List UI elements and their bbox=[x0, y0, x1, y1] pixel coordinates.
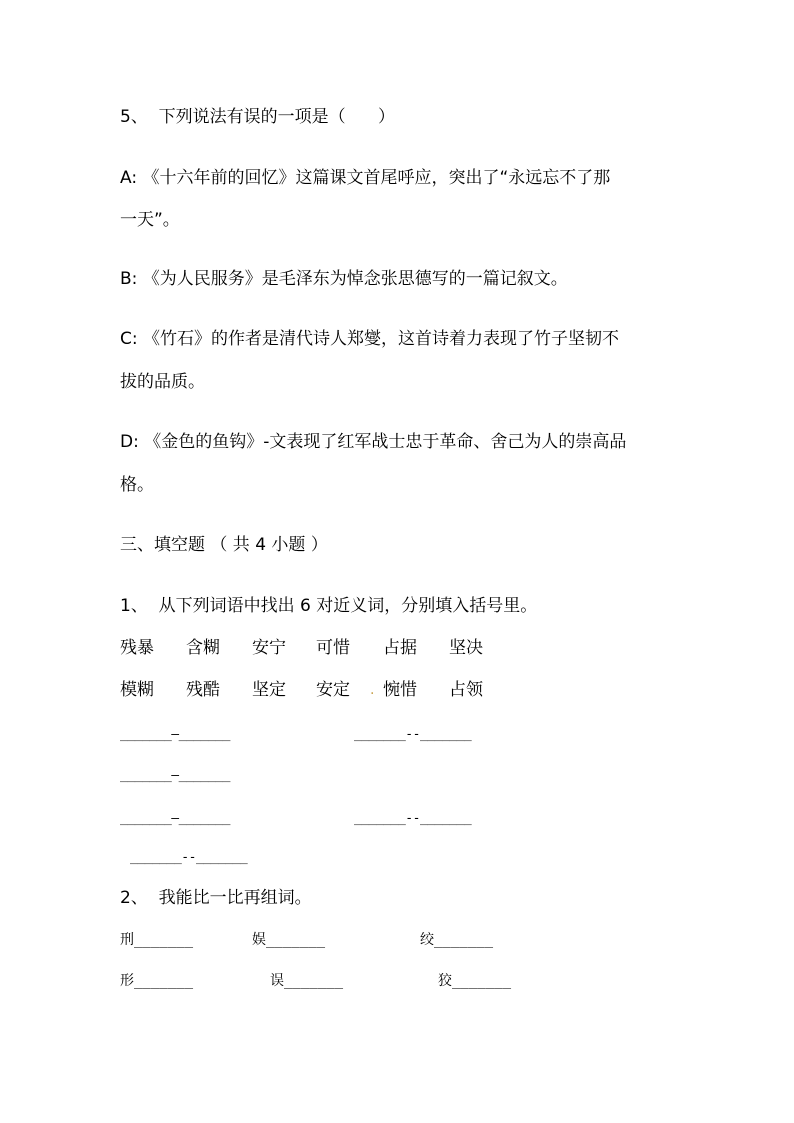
pair-blank-4[interactable]: _______—_______ bbox=[120, 811, 230, 826]
pair-blank-1[interactable]: _______—_______ bbox=[120, 727, 230, 742]
word-row2-5: 惋惜 bbox=[383, 680, 417, 700]
word-row1-2: 含糊 bbox=[186, 638, 220, 658]
word-row1-1: 残暴 bbox=[120, 638, 154, 658]
q2-stem: 2、 我能比一比再组词。 bbox=[120, 888, 312, 908]
q5-option-d-line2: 格。 bbox=[120, 475, 154, 495]
pair-blank-3[interactable]: _______—_______ bbox=[120, 768, 230, 783]
word-row2-1: 模糊 bbox=[120, 680, 154, 700]
q5-option-d-line1: D: 《金色的鱼钩》-文表现了红军战士忠于革命、舍己为人的崇高品 bbox=[120, 432, 627, 452]
q5-option-c-line2: 拔的品质。 bbox=[120, 372, 205, 392]
q5-option-c-line1: C: 《竹石》的作者是清代诗人郑燮，这首诗着力表现了竹子坚韧不 bbox=[120, 329, 620, 349]
word-row2-6: 占领 bbox=[449, 680, 483, 700]
compare-item-1[interactable]: 刑_______ bbox=[120, 932, 194, 948]
pair-blank-2[interactable]: _______--_______ bbox=[354, 727, 472, 742]
compare-item-2[interactable]: 娱_______ bbox=[252, 932, 326, 948]
decorative-dot: . bbox=[370, 682, 375, 698]
word-row2-2: 残酷 bbox=[186, 680, 220, 700]
q5-option-a-line2: 一天”。 bbox=[120, 210, 180, 230]
q1-stem: 1、 从下列词语中找出 6 对近义词，分别填入括号里。 bbox=[120, 596, 538, 616]
word-row1-5: 占据 bbox=[383, 638, 417, 658]
word-row1-3: 安宁 bbox=[252, 638, 286, 658]
pair-blank-5[interactable]: _______--_______ bbox=[354, 811, 472, 826]
compare-item-5[interactable]: 误_______ bbox=[270, 973, 344, 989]
word-row1-4: 可惜 bbox=[316, 638, 350, 658]
q5-stem: 5、 下列说法有误的一项是（ ） bbox=[120, 107, 396, 127]
pair-blank-6[interactable]: _______--_______ bbox=[130, 850, 248, 865]
word-row2-4: 安定 bbox=[316, 680, 350, 700]
compare-item-6[interactable]: 狡_______ bbox=[438, 973, 512, 989]
section-3-title: 三、填空题 （ 共 4 小题 ） bbox=[120, 535, 328, 555]
word-row1-6: 坚决 bbox=[449, 638, 483, 658]
compare-item-4[interactable]: 形_______ bbox=[120, 973, 194, 989]
word-row2-3: 坚定 bbox=[252, 680, 286, 700]
q5-option-a-line1: A: 《十六年前的回忆》这篇课文首尾呼应，突出了“永远忘不了那 bbox=[120, 168, 611, 188]
compare-item-3[interactable]: 绞_______ bbox=[420, 932, 494, 948]
q5-option-b: B: 《为人民服务》是毛泽东为悼念张思德写的一篇记叙文。 bbox=[120, 269, 568, 289]
